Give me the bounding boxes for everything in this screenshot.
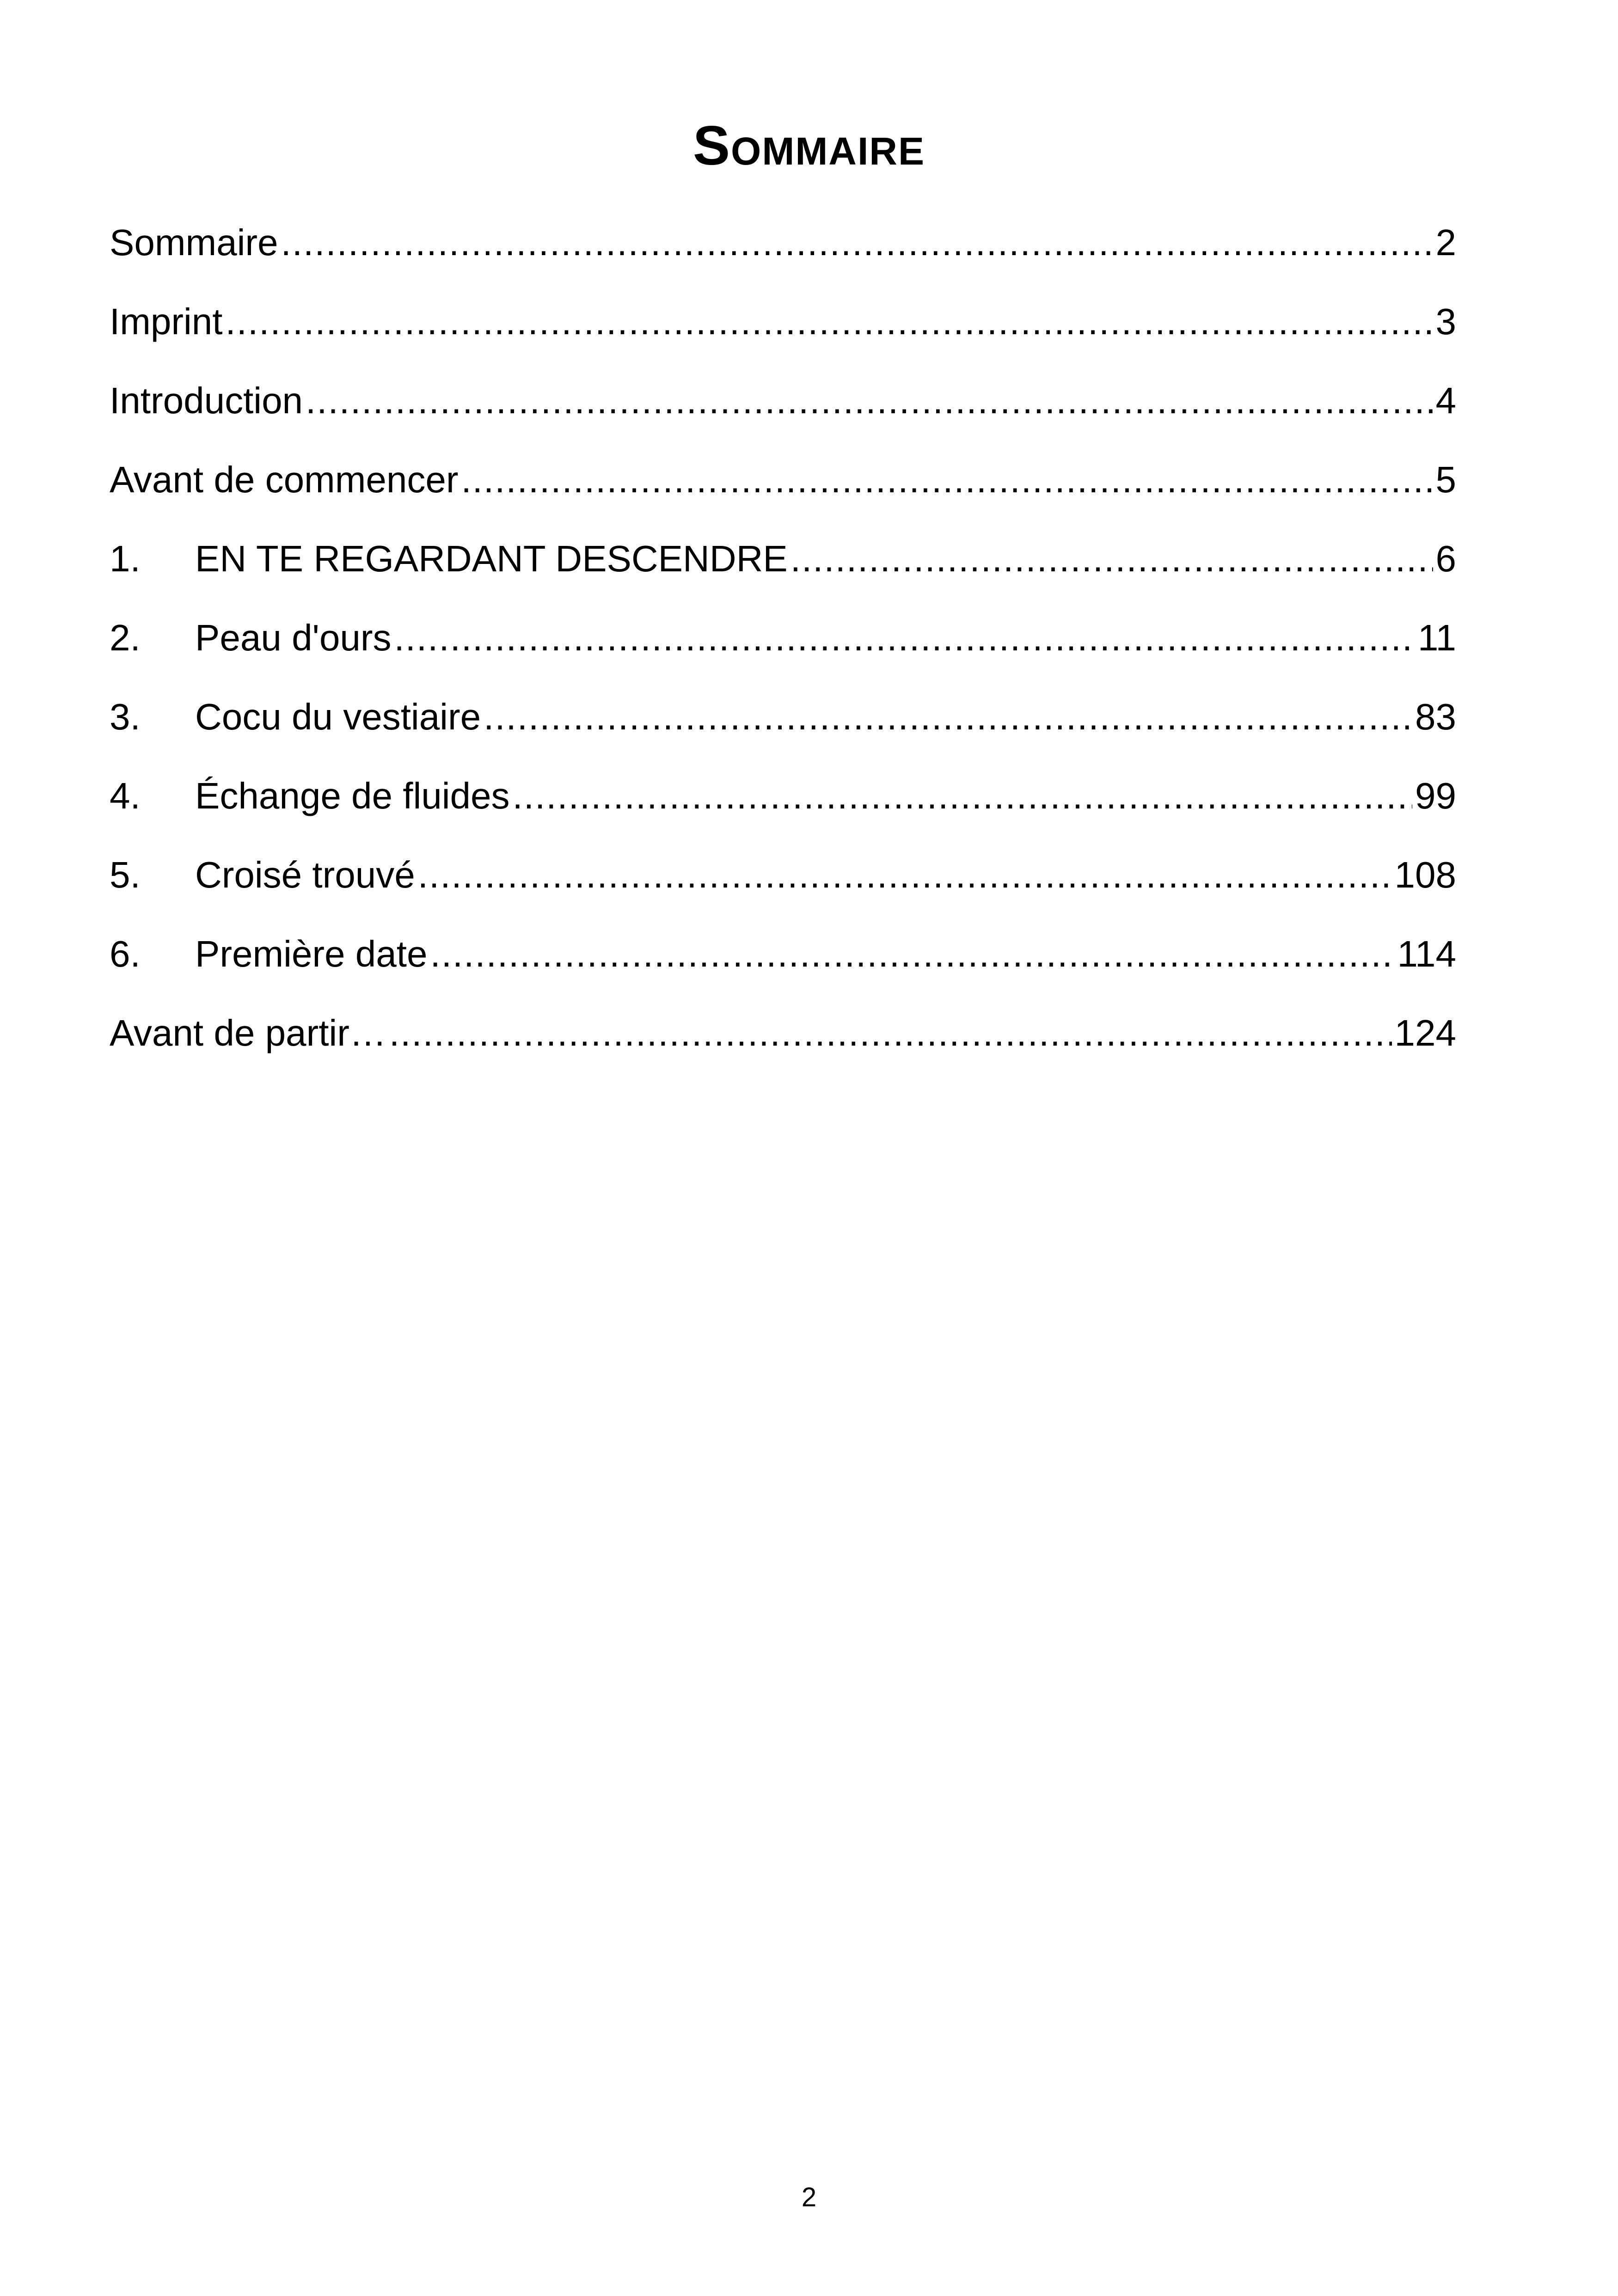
toc-entry-label: Croisé trouvé <box>195 854 415 895</box>
toc-entry[interactable] <box>110 692 1456 771</box>
toc-entry[interactable] <box>110 1008 1456 1087</box>
toc-entry-page: 11 <box>1417 617 1456 658</box>
toc-entry-label: Peau d'ours <box>195 617 392 658</box>
toc-leader-dots <box>430 929 1394 980</box>
toc-entry-page: 114 <box>1397 933 1456 974</box>
toc-entry-label: Échange de fluides <box>195 775 510 816</box>
toc-entry-label: Première date <box>195 933 428 974</box>
toc-entry[interactable] <box>110 454 1456 533</box>
toc-entry-label: Introduction <box>110 380 303 421</box>
toc-entry[interactable] <box>110 850 1456 929</box>
toc-entry-number: 5. <box>110 854 141 895</box>
toc-entry-number: 6. <box>110 933 141 974</box>
toc-entry-page: 99 <box>1415 775 1456 816</box>
toc-entry-number: 1. <box>110 538 141 579</box>
toc-entry-number: 3. <box>110 696 141 737</box>
toc-entry-page: 124 <box>1394 1012 1456 1053</box>
toc-entry-label: Avant de commencer <box>110 459 459 500</box>
toc-leader-dots <box>513 771 1413 821</box>
toc-entry[interactable] <box>110 771 1456 850</box>
toc-entry[interactable] <box>110 296 1456 375</box>
toc-leader-dots <box>418 850 1392 900</box>
toc-entry-number: 4. <box>110 775 141 816</box>
toc-leader-dots <box>226 296 1433 347</box>
toc-entry[interactable] <box>110 612 1456 692</box>
toc-entry-number: 2. <box>110 617 141 658</box>
toc-entry-label: Imprint <box>110 301 223 342</box>
toc-entry-label: EN TE REGARDANT DESCENDRE <box>195 538 788 579</box>
toc-entry-page: 4 <box>1435 380 1456 421</box>
toc-leader-dots <box>281 217 1433 268</box>
toc-entry-page: 2 <box>1435 222 1456 263</box>
toc-leader-dots <box>461 454 1433 505</box>
table-of-contents <box>110 217 1456 1087</box>
toc-entry-page: 5 <box>1435 459 1456 500</box>
toc-leader-dots <box>791 533 1433 584</box>
toc-entry[interactable] <box>110 375 1456 454</box>
toc-entry-page: 108 <box>1394 854 1456 895</box>
toc-entry[interactable] <box>110 217 1456 296</box>
page-title: Sommaire <box>693 115 925 177</box>
toc-leader-dots <box>389 1008 1392 1059</box>
toc-entry-page: 3 <box>1435 301 1456 342</box>
toc-entry-label: Avant de partir… <box>110 1012 386 1053</box>
toc-entry-page: 83 <box>1415 696 1456 737</box>
toc-entry-page: 6 <box>1435 538 1456 579</box>
toc-leader-dots <box>394 612 1415 663</box>
toc-leader-dots <box>484 692 1412 742</box>
toc-entry-label: Cocu du vestiaire <box>195 696 481 737</box>
toc-entry[interactable] <box>110 533 1456 612</box>
page-number: 2 <box>801 2182 817 2212</box>
toc-entry-label: Sommaire <box>110 222 278 263</box>
toc-entry[interactable] <box>110 929 1456 1008</box>
toc-leader-dots <box>306 375 1433 426</box>
